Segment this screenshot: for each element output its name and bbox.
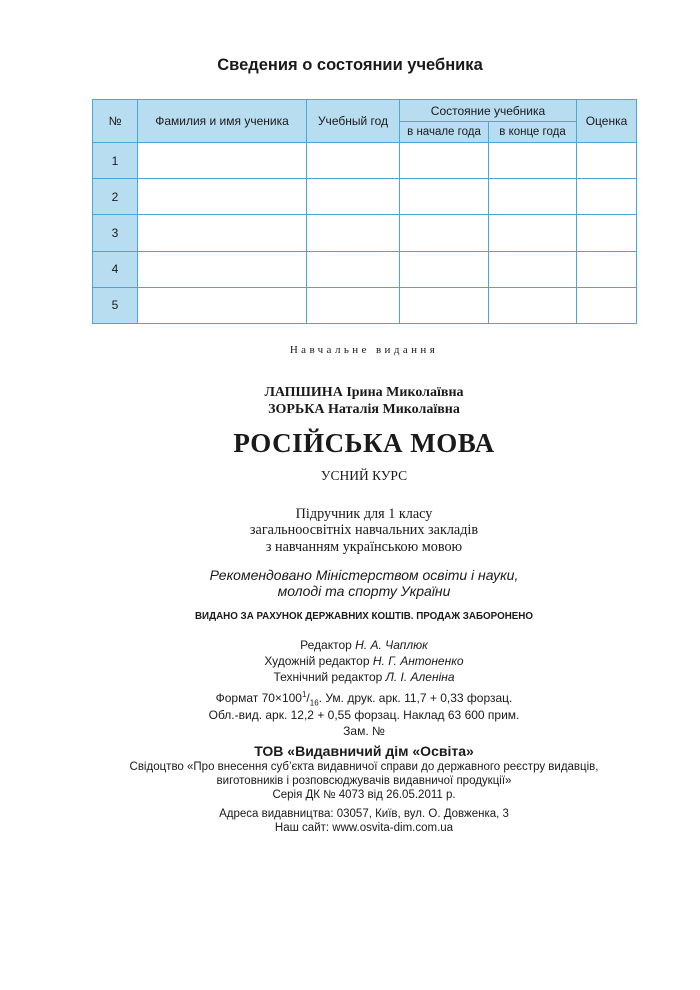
header-start: в начале года <box>400 122 489 143</box>
student-cell[interactable] <box>138 143 307 179</box>
grade-cell[interactable] <box>577 287 637 323</box>
grade-cell[interactable] <box>577 251 637 287</box>
year-cell[interactable] <box>307 251 400 287</box>
table-row <box>93 179 637 215</box>
format-slash: / <box>306 691 310 705</box>
publisher-address: Адреса видавництва: 03057, Київ, вул. О. Довженка, 3 <box>219 808 509 820</box>
certificate-line: виготовників і розповсюджувачів видавничої продукції» <box>216 775 512 787</box>
header-number: № <box>93 100 138 143</box>
description-line: Підручник для 1 класу <box>295 506 433 522</box>
student-cell[interactable] <box>138 215 307 251</box>
end-cell[interactable] <box>489 251 577 287</box>
start-cell[interactable] <box>400 143 489 179</box>
header-end: в конце года <box>489 122 577 143</box>
certificate-line: Свідоцтво «Про внесення суб’єкта видавничої справи до державного реєстру видавців, <box>129 761 599 773</box>
publisher-website[interactable]: Наш сайт: www.osvita-dim.com.ua <box>274 822 454 834</box>
start-cell[interactable] <box>400 251 489 287</box>
year-cell[interactable] <box>307 179 400 215</box>
format-sub: 16 <box>309 698 319 708</box>
description-line: з навчанням українською мовою <box>265 539 463 555</box>
header-grade: Оценка <box>577 100 637 143</box>
editor-line <box>0 670 700 684</box>
format-line <box>0 690 700 707</box>
format-sup: 1 <box>301 690 307 699</box>
editor-role: Технічний редактор <box>273 670 383 684</box>
description-line: загальноосвітніх навчальних закладів <box>249 522 479 538</box>
row-number: 5 <box>93 287 138 323</box>
grade-cell[interactable] <box>577 143 637 179</box>
student-cell[interactable] <box>138 251 307 287</box>
editor-role: Художній редактор <box>264 654 370 668</box>
year-cell[interactable] <box>307 143 400 179</box>
publisher-name: ТОВ «Видавничий дім «Освіта» <box>254 743 474 759</box>
row-number: 2 <box>93 179 138 215</box>
author-2 <box>0 402 700 418</box>
header-condition: Состояние учебника <box>400 100 577 122</box>
editor-name: Н. А. Чаплюк <box>355 638 428 652</box>
book-title: РОСІЙСЬКА МОВА <box>233 428 495 458</box>
certificate-line: Серія ДК № 4073 від 26.05.2011 р. <box>272 789 456 801</box>
table-row <box>93 143 637 179</box>
funding-notice: ВИДАНО ЗА РАХУНОК ДЕРЖАВНИХ КОШТІВ. ПРОДАЖ ЗАБОРОНЕНО <box>194 611 534 622</box>
print-run-line: Обл.-вид. арк. 12,2 + 0,55 форзац. Наклад 63 600 прим. <box>208 708 520 722</box>
end-cell[interactable] <box>489 215 577 251</box>
end-cell[interactable] <box>489 179 577 215</box>
table-row <box>93 251 637 287</box>
table-row <box>93 287 637 323</box>
start-cell[interactable] <box>400 179 489 215</box>
table-row <box>93 215 637 251</box>
row-number: 4 <box>93 251 138 287</box>
editor-line <box>0 654 700 668</box>
student-cell[interactable] <box>138 287 307 323</box>
format-rest: . Ум. друк. арк. 11,7 + 0,33 форзац. <box>318 691 513 705</box>
start-cell[interactable] <box>400 215 489 251</box>
start-cell[interactable] <box>400 287 489 323</box>
header-student: Фамилия и имя ученика <box>138 100 307 143</box>
textbook-status-table <box>92 99 637 324</box>
page-title: Сведения о состоянии учебника <box>217 56 483 74</box>
format-prefix: Формат 70×100 <box>215 691 302 705</box>
row-number: 3 <box>93 215 138 251</box>
author-surname: ЛАПШИНА <box>264 385 343 400</box>
editor-name: Н. Г. Антоненко <box>372 654 464 668</box>
year-cell[interactable] <box>307 215 400 251</box>
recommendation-line: Рекомендовано Міністерством освіти і науки, <box>209 567 519 583</box>
order-number: Зам. № <box>343 724 385 738</box>
editor-name: Л. І. Аленіна <box>385 670 455 684</box>
course-subtitle: УСНИЙ КУРС <box>320 468 408 483</box>
student-cell[interactable] <box>138 179 307 215</box>
edition-type: Навчальне видання <box>289 344 439 356</box>
author-name: Наталія Миколаївна <box>327 402 460 417</box>
grade-cell[interactable] <box>577 215 637 251</box>
grade-cell[interactable] <box>577 179 637 215</box>
author-name: Ірина Миколаївна <box>346 385 464 400</box>
year-cell[interactable] <box>307 287 400 323</box>
header-year: Учебный год <box>307 100 400 143</box>
recommendation-line: молоді та спорту України <box>277 583 451 599</box>
end-cell[interactable] <box>489 143 577 179</box>
author-1 <box>0 385 700 401</box>
editor-line <box>0 638 700 652</box>
author-surname: ЗОРЬКА <box>268 402 325 417</box>
end-cell[interactable] <box>489 287 577 323</box>
row-number: 1 <box>93 143 138 179</box>
editor-role: Редактор <box>300 638 352 652</box>
